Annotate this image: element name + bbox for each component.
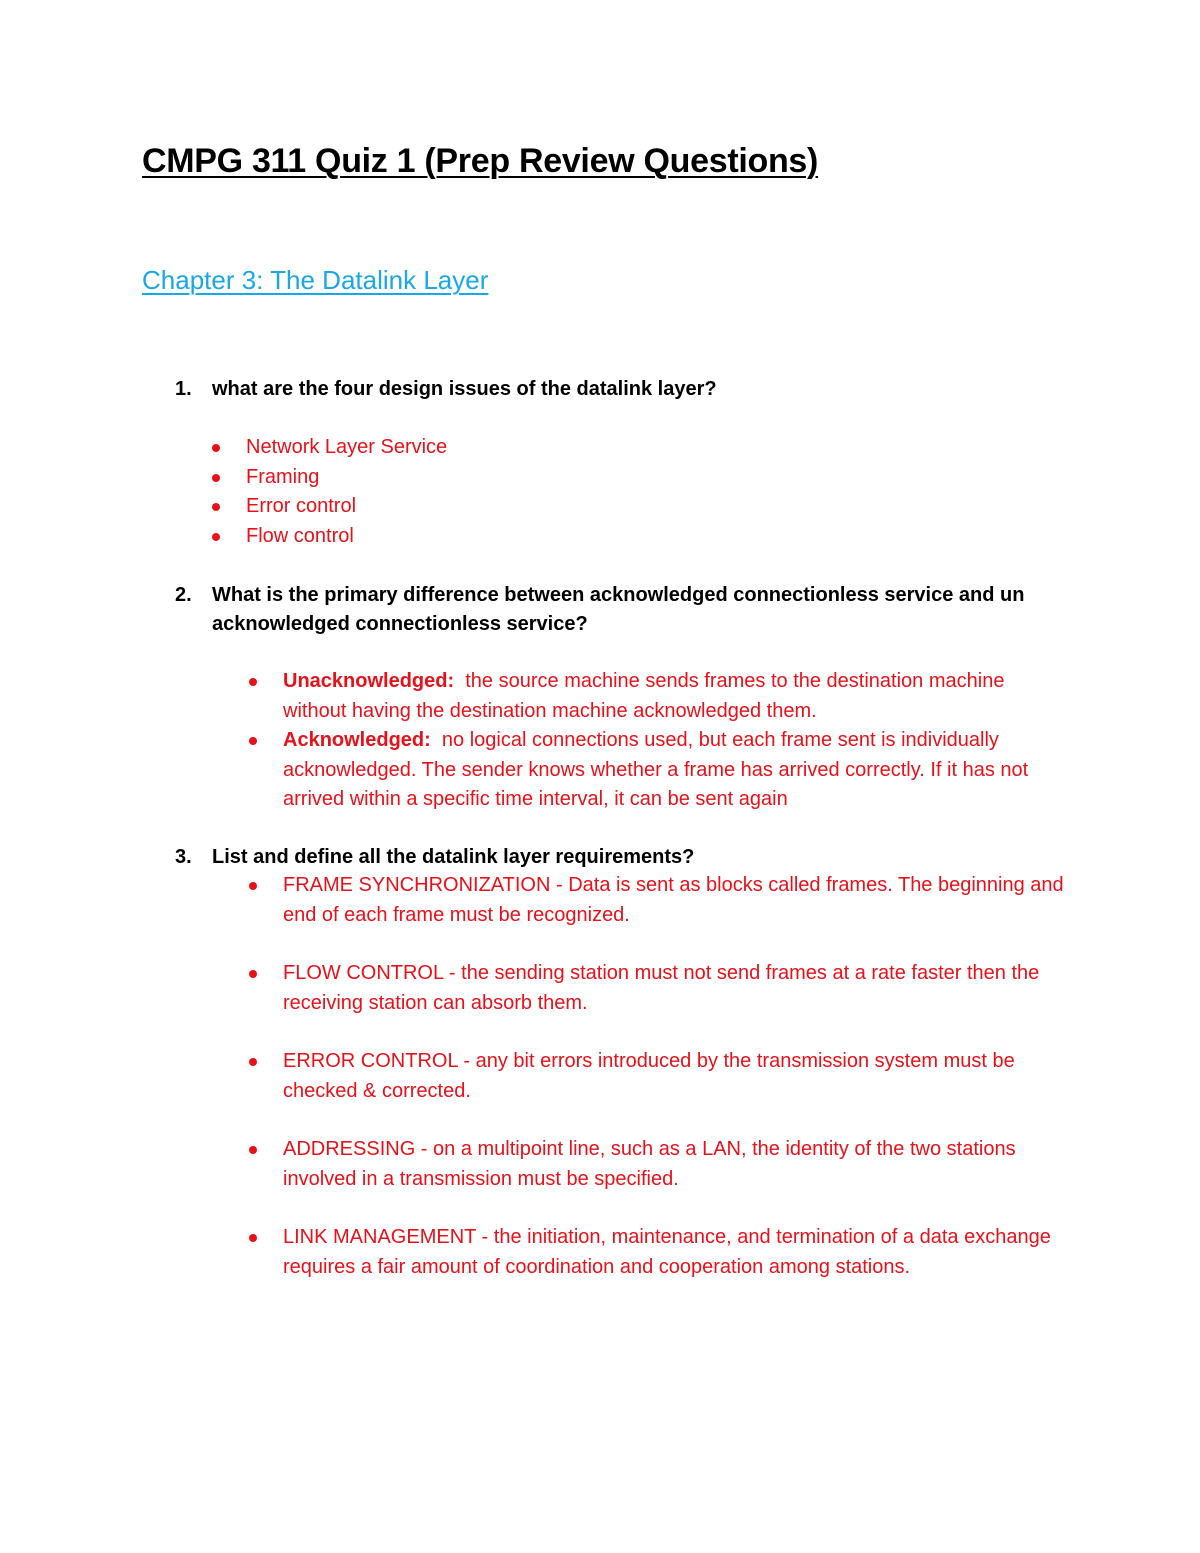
answer-text: Network Layer Service: [246, 436, 448, 458]
answer-term: Unacknowledged:: [283, 670, 455, 692]
bullet-icon: [249, 678, 257, 686]
answer-list-3: [249, 871, 1069, 1282]
list-item: [249, 1135, 1069, 1194]
list-item: [212, 463, 447, 493]
bullet-icon: [249, 1234, 257, 1242]
question-text: List and define all the datalink layer requirements?: [212, 846, 695, 868]
answer-text: Flow control: [246, 524, 354, 547]
answer-text: - Data is sent as blocks called frames. The beginning and end of each frame must be recognized.: [283, 874, 1064, 926]
bullet-icon: [249, 1058, 257, 1066]
list-item: [249, 726, 1069, 815]
bullet-icon: [212, 444, 220, 452]
answer-term: ADDRESSING: [283, 1138, 416, 1160]
question-3: [175, 843, 1075, 872]
answer-text: no logical connections used, but each frame sent is individually acknowledged. The sender knows whether a frame has arrived correctly. If it has not arrived within a specific time interval, it can be sent again: [283, 729, 1034, 810]
list-item: [249, 1223, 1069, 1282]
answer-list-2: [249, 667, 1069, 815]
bullet-icon: [212, 533, 220, 541]
answer-text: - the initiation, maintenance, and termination of a data exchange requires a fair amount of coordination and cooperation among stations.: [283, 1226, 1051, 1278]
answer-text: - the sending station must not send frames at a rate faster then the receiving station can absorb them.: [283, 962, 1040, 1014]
page-title: CMPG 311 Quiz 1 (Prep Review Questions): [142, 142, 819, 180]
answer-term: Acknowledged:: [283, 729, 431, 751]
question-2: [175, 581, 1075, 639]
answer-list-1: [212, 433, 447, 551]
bullet-icon: [212, 503, 220, 511]
question-1: [175, 375, 1075, 404]
answer-term: ERROR CONTROL: [283, 1050, 458, 1072]
answer-term: FLOW CONTROL: [283, 962, 444, 984]
answer-text: Error control: [246, 495, 357, 517]
answer-term: LINK MANAGEMENT: [283, 1226, 476, 1248]
bullet-icon: [249, 737, 257, 745]
bullet-icon: [212, 474, 220, 482]
answer-text: - on a multipoint line, such as a LAN, the identity of the two stations involved in a transmission must be specified.: [283, 1138, 1016, 1190]
question-text: What is the primary difference between acknowledged connectionless service and un acknowledged connectionless service?: [212, 584, 1025, 635]
list-item: [249, 871, 1069, 930]
answer-text: the source machine sends frames to the destination machine without having the destination machine acknowledged them.: [283, 670, 1011, 722]
question-text: what are the four design issues of the datalink layer?: [212, 378, 717, 400]
list-item: [212, 433, 447, 463]
bullet-icon: [249, 1146, 257, 1154]
question-number: 2.: [175, 584, 192, 606]
answer-text: Framing: [246, 465, 320, 488]
chapter-heading: Chapter 3: The Datalink Layer: [142, 265, 489, 295]
question-number: 1.: [175, 378, 192, 400]
list-item: [212, 522, 447, 552]
list-item: [249, 1047, 1069, 1106]
bullet-icon: [249, 882, 257, 890]
question-number: 3.: [175, 846, 192, 868]
list-item: [249, 667, 1069, 726]
list-item: [212, 492, 447, 522]
bullet-icon: [249, 970, 257, 978]
answer-term: FRAME SYNCHRONIZATION: [283, 874, 551, 896]
list-item: [249, 959, 1069, 1018]
answer-text: - any bit errors introduced by the transmission system must be checked & corrected.: [283, 1050, 1015, 1102]
